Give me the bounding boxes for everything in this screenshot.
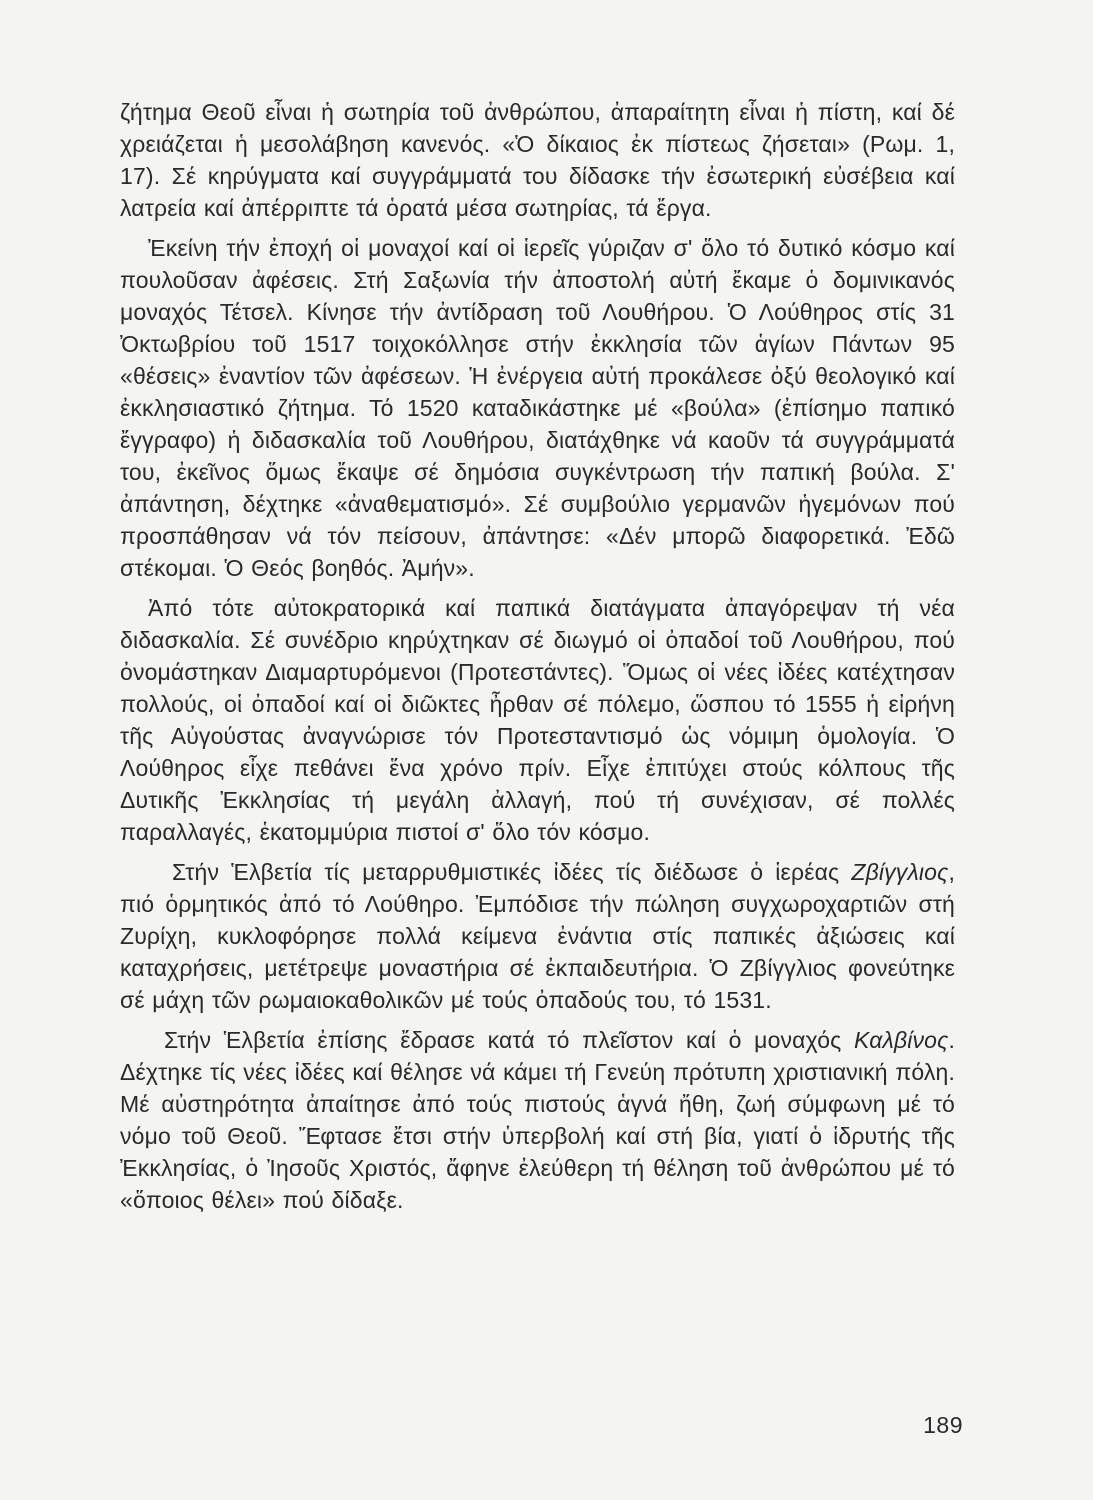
body-text: [120, 96, 955, 1216]
name-zwingli: Ζβίγγλιος: [851, 859, 949, 885]
name-calvin: Καλβίνος: [854, 1027, 949, 1053]
page-number: 189: [923, 1412, 963, 1438]
paragraph-2: Ἐκείνη τήν ἐποχή οἱ μοναχοί καί οἱ ἱερεῖς γύριζαν σ' ὅλο τό δυτικό κόσμο καί πουλοῦσαν ἀφέσεις. Στή Σαξωνία τήν ἀποστολή αὐτή ἔκαμε ὁ δομινικανός μοναχός Τέτσελ. Κίνησε τήν ἀντίδραση τοῦ Λουθήρου. Ὁ Λούθηρος στίς 31 Ὀκτωβρίου τοῦ 1517 τοιχοκόλλησε στήν ἐκκλησία τῶν ἁγίων Πάντων 95 «θέσεις» ἐναντίον τῶν ἀφέσεων. Ἡ ἐνέργεια αὐτή προκάλεσε ὀξύ θεολογικό καί ἐκκλησιαστικό ζήτημα. Τό 1520 καταδικάστηκε μέ «βούλα» (ἐπίσημο παπικό ἔγγραφο) ἡ διδασκαλία τοῦ Λουθήρου, διατάχθηκε νά καοῦν τά συγγράμματά του, ἐκεῖνος ὅμως ἔκαψε σέ δημόσια συγκέντρωση τήν παπική βούλα. Σ' ἀπάντηση, δέχτηκε «ἀναθεματισμό». Σέ συμβούλιο γερμανῶν ἡγεμόνων πού προσπάθησαν νά τόν πείσουν, ἀπάντησε: «Δέν μπορῶ διαφορετικά. Ἐδῶ στέκομαι. Ὁ Θεός βοηθός. Ἀμήν».: [120, 235, 955, 581]
paragraph-3: Ἀπό τότε αὐτοκρατορικά καί παπικά διατάγματα ἀπαγόρεψαν τή νέα διδασκαλία. Σέ συνέδριο κηρύχτηκαν σέ διωγμό οἱ ὀπαδοί τοῦ Λουθήρου, πού ὀνομάστηκαν Διαμαρτυρόμενοι (Προτεστάντες). Ὅμως οἱ νέες ἰδέες κατέχτησαν πολλούς, οἱ ὀπαδοί καί οἱ διῶκτες ἦρθαν σέ πόλεμο, ὥσπου τό 1555 ἡ εἰρήνη τῆς Αὐγούστας ἀναγνώρισε τόν Προτεσταντισμό ὡς νόμιμη ὁμολογία. Ὁ Λούθηρος εἶχε πεθάνει ἕνα χρόνο πρίν. Εἶχε ἐπιτύχει στούς κόλπους τῆς Δυτικῆς Ἐκκλησίας τή μεγάλη ἀλλαγή, πού τή συνέχισαν, σέ πολλές παραλλαγές, ἑκατομμύρια πιστοί σ' ὅλο τόν κόσμο.: [120, 595, 955, 845]
paragraph-5-rest: . Δέχτηκε τίς νέες ἰδέες καί θέλησε νά κάμει τή Γενεύη πρότυπη χριστιανική πόλη. Μέ αὐστηρότητα ἀπαίτησε ἀπό τούς πιστούς ἁγνά ἤθη, ζωή σύμφωνη μέ τό νόμο τοῦ Θεοῦ. Ἔφτασε ἔτσι στήν ὑπερβολή καί στή βία, γιατί ὁ ἱδρυτής τῆς Ἐκκλησίας, ὁ Ἰησοῦς Χριστός, ἄφηνε ἐλεύθερη τή θέληση τοῦ ἀνθρώπου μέ τό «ὅποιος θέλει» πού δίδαξε.: [120, 1027, 955, 1213]
paragraph-5: [120, 1024, 955, 1216]
paragraph-4-rest: , πιό ὁρμητικός ἀπό τό Λούθηρο. Ἐμπόδισε τήν πώληση συγχωροχαρτιῶν στή Ζυρίχη, κυκλοφόρησε πολλά κείμενα ἐνάντια στίς παπικές ἀξιώσεις καί καταχρήσεις, μετέτρεψε μοναστήρια σέ ἐκπαιδευτήρια. Ὁ Ζβίγγλιος φονεύτηκε σέ μάχη τῶν ρωμαιοκαθολικῶν μέ τούς ὀπαδούς του, τό 1531.: [120, 859, 955, 1013]
paragraph-5-start: Στήν Ἑλβετία ἐπίσης ἔδρασε κατά τό πλεῖστον καί ὁ μοναχός: [164, 1027, 855, 1053]
paragraph-1: ζήτημα Θεοῦ εἶναι ἡ σωτηρία τοῦ ἀνθρώπου, ἀπαραίτητη εἶναι ἡ πίστη, καί δέ χρειάζεται ἡ μεσολάβηση κανενός. «Ὁ δίκαιος ἐκ πίστεως ζήσεται» (Ρωμ. 1, 17). Σέ κηρύγματα καί συγγράμματά του δίδασκε τήν ἐσωτερική εὐσέβεια καί λατρεία καί ἀπέρριπτε τά ὁρατά μέσα σωτηρίας, τά ἔργα.: [120, 99, 955, 221]
paragraph-4: [120, 856, 955, 1016]
paragraph-4-start: Στήν Ἑλβετία τίς μεταρρυθμιστικές ἰδέες τίς διέδωσε ὁ ἱερέας: [172, 859, 852, 885]
